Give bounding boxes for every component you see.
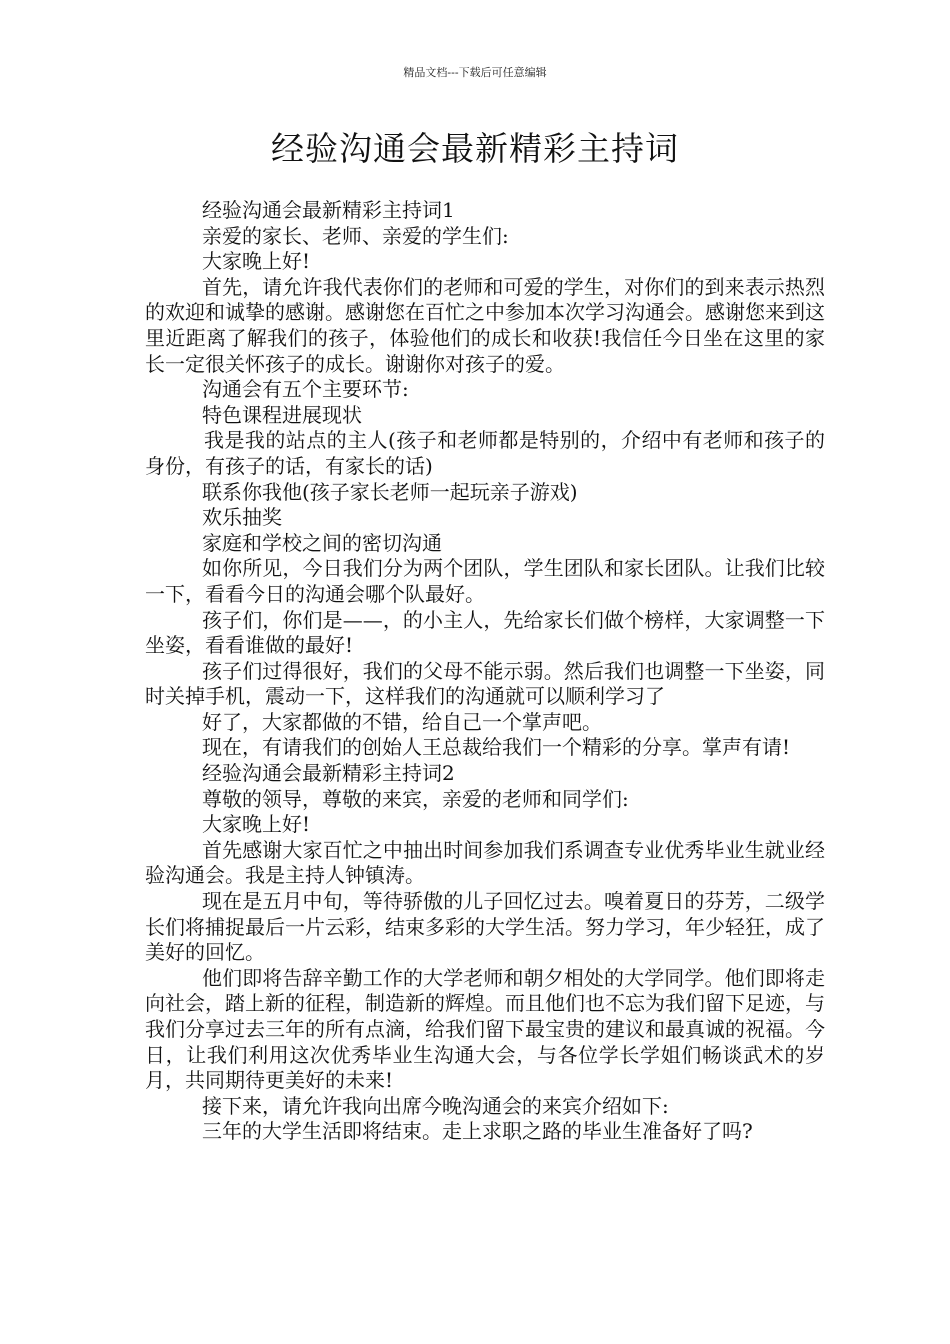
document-body (145, 198, 825, 1145)
paragraph: 三年的大学生活即将结束。走上求职之路的毕业生准备好了吗? (202, 1119, 753, 1144)
paragraph: 孩子们，你们是——，的小主人，先给家长们做个榜样，大家调整一下坐姿，看看谁做的最好! (145, 607, 825, 658)
paragraph: 接下来，请允许我向出席今晚沟通会的来宾介绍如下: (202, 1093, 669, 1118)
paragraph: 现在，有请我们的创始人王总裁给我们一个精彩的分享。掌声有请! (202, 735, 791, 760)
section-heading-1: 经验沟通会最新精彩主持词1 (202, 198, 455, 222)
paragraph: 首先感谢大家百忙之中抽出时间参加我们系调查专业优秀毕业生就业经验沟通会。我是主持人钟镇涛。 (145, 837, 825, 888)
paragraph: 好了，大家都做的不错，给自己一个掌声吧。 (202, 709, 602, 734)
list-item: 特色课程进展现状 (202, 402, 362, 427)
header-note: 精品文档---下载后可任意编辑 (403, 66, 547, 79)
paragraph: 首先，请允许我代表你们的老师和可爱的学生，对你们的到来表示热烈的欢迎和诚挚的感谢。感谢您在百忙之中参加本次学习沟通会。感谢您来到这里近距离了解我们的孩子，体验他们的成长和收获!我信任今日坐在这里的家长一定很关怀孩子的成长。谢谢你对孩子的爱。 (145, 274, 825, 376)
paragraph-greeting: 亲爱的家长、老师、亲爱的学生们: (202, 223, 509, 248)
document-title: 经验沟通会最新精彩主持词 (271, 129, 679, 168)
paragraph: 他们即将告辞辛勤工作的大学老师和朝夕相处的大学同学。他们即将走向社会，踏上新的征程，制造新的辉煌。而且他们也不忘为我们留下足迹，与我们分享过去三年的所有点滴，给我们留下最宝贵的建议和最真诚的祝福。今日，让我们利用这次优秀毕业生沟通大会，与各位学长学姐们畅谈武术的岁月，共同期待更美好的未来! (145, 965, 825, 1093)
paragraph: 如你所见，今日我们分为两个团队，学生团队和家长团队。让我们比较一下，看看今日的沟通会哪个队最好。 (145, 556, 825, 606)
paragraph-greeting: 尊敬的领导，尊敬的来宾，亲爱的老师和同学们: (202, 786, 629, 811)
paragraph: 现在是五月中旬，等待骄傲的儿子回忆过去。嗅着夏日的芬芳，二级学长们将捕捉最后一片云彩，结束多彩的大学生活。努力学习，年少轻狂，成了美好的回忆。 (145, 889, 825, 965)
paragraph: 大家晚上好! (202, 812, 311, 837)
paragraph: 沟通会有五个主要环节: (202, 377, 409, 402)
list-item: 欢乐抽奖 (202, 505, 282, 530)
list-item: 联系你我他(孩子家长老师一起玩亲子游戏) (202, 479, 578, 504)
section-heading-2: 经验沟通会最新精彩主持词2 (202, 761, 455, 786)
list-item: 家庭和学校之间的密切沟通 (202, 530, 442, 555)
paragraph: 孩子们过得很好，我们的父母不能示弱。然后我们也调整一下坐姿，同时关掉手机，震动一下，这样我们的沟通就可以顺利学习了 (145, 658, 825, 709)
list-item: 我是我的站点的主人(孩子和老师都是特别的，介绍中有老师和孩子的身份，有孩子的话，有家长的话) (145, 428, 825, 478)
paragraph: 大家晚上好! (202, 249, 311, 274)
